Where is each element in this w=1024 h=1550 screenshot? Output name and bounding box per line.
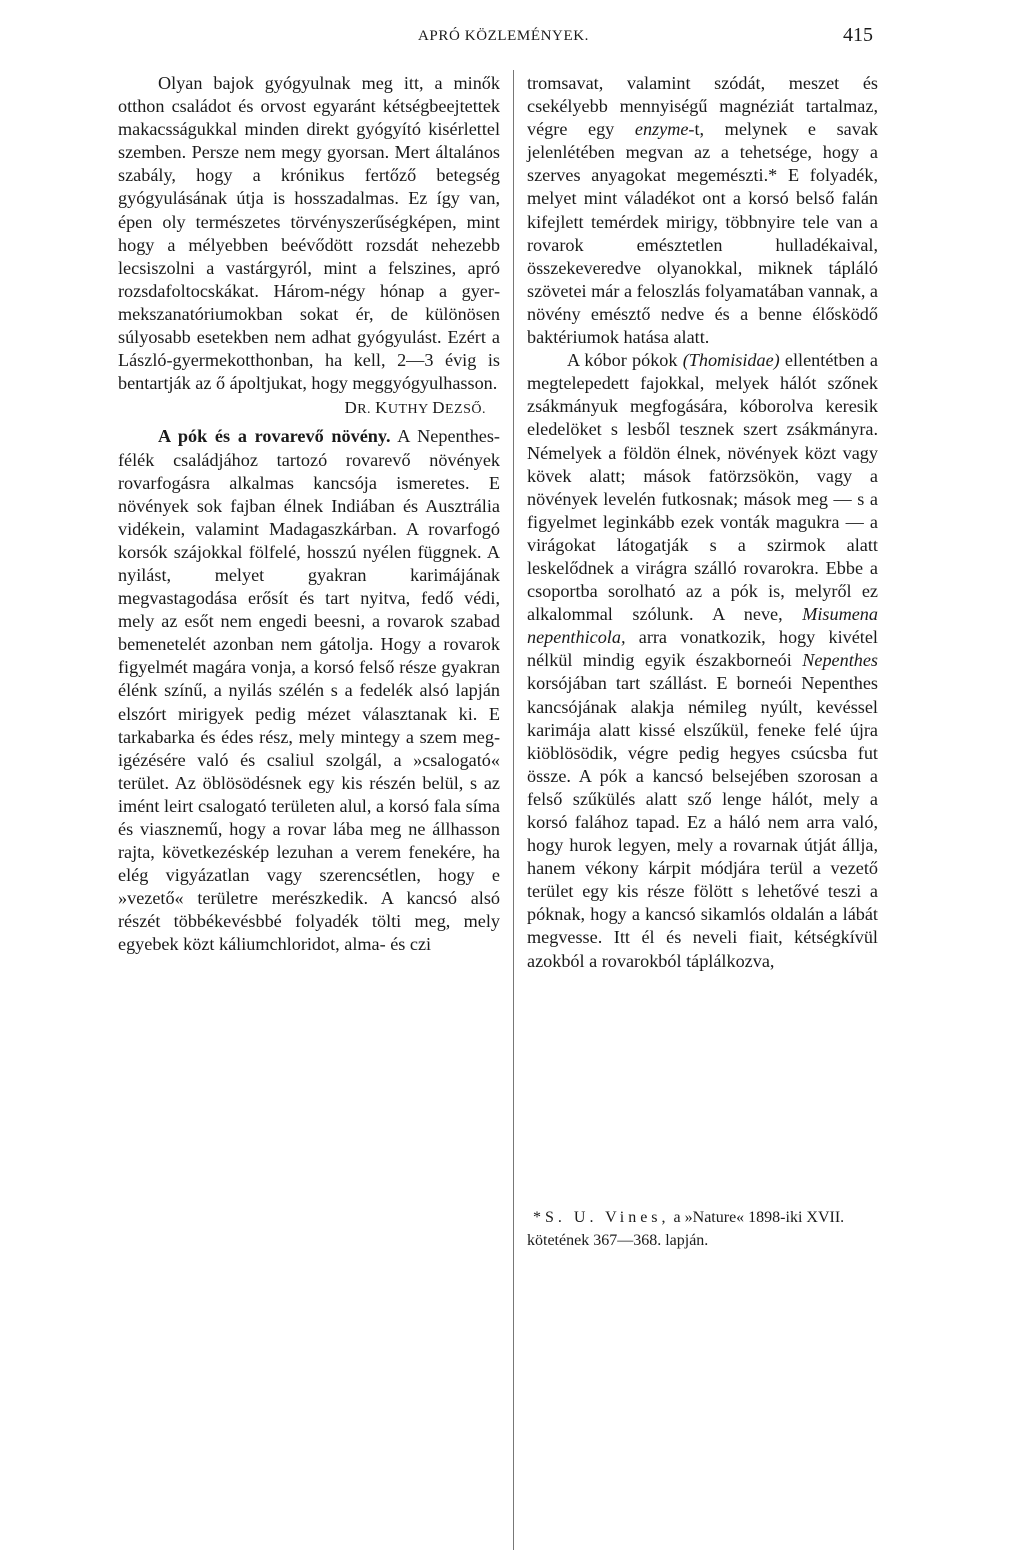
right-column [527,72,878,973]
paragraph-spider: A kóbor pókok (Thomisidae) ellentétben a megtelepedett fajokkal, melyek hálót szőnek zsákmányuk megfogására, kóborolva keresik eledelöket s lesből tesznek szert zsákmányra. Némelyek a földön élnek, növények közt vagy kövek alatt; mások fatörzsökön, vagy a növények levelén futkosnak; mások meg — s a figyelmet leginkább ezek vonták magukra — a virágokat látogatják s a szirmok alatt leskelődnek a virágra szálló rovarokra. Ebbe a csoportba sorolható az a pók is, melyről ez alkalommal szólunk. A neve, Misumena nepenthicola, arra vonatkozik, hogy kivétel nélkül mindig egyik északborneói Nepenthes korsójában tart szállást. E borneói Nepenthes kancsójának alakja némileg nyúlt, kevéssel karimája alatt kissé elszűkül, feneke felé újra kiöblösödik, végre pedig hegyes csúcsba fut össze. A pók a kancsó belsejében szorosan a felső szűkülés alatt sző lenge hálót, mely a korsó falához tapad. Ez a háló nem arra való, hogy hurok legyen, mely a rovarnak útját állja, hanem vékony kárpit módjára terül a vezető terület egy kis része fölött s lehetővé teszi a póknak, hogy a kancsó sikamlós oldalán a lábát megvesse. Itt él és neveli fiait, kétségkívül azokból a rovarokból táplálkozva, [527,350,879,971]
article-title: A pók és a rovarevő növény. [158,426,391,447]
footnote-author: S. U. Vines, [545,1209,670,1226]
paragraph-conclusion: Olyan bajok gyógyulnak meg itt, a minők otthon családot és orvost egyaránt kétségbeejtettek makacsságukkal minden direkt gyógyító kisérlettel szemben. Persze nem megy gyorsan. Mert általános szabály, hogy a krónikus fertőző betegség gyógyulásának útja is hosszadalmas. Ez így van, épen oly természetes törvényszerűségképen, mint hogy a mélyebben beévődött rozsdát nehezebb lecsiszolni a vastárgyról, mint a felszines, apró rozsdafoltocskákat. Három-négy hónap a gyermekszanatóriumokban sokat ér, de különösen súlyosabb esetekben nem adhat gyógyulást. Ezért a László-gyermekotthonban, ha kell, 2—3 évig is bentartják az ő ápoltjukat, hogy meggyógyulhasson. [118,73,500,394]
column-divider [513,70,514,1550]
paragraph-digestion: tromsavat, valamint szódát, meszet és csekélyebb mennyiségű magnéziát tartalmaz, végre egy enzyme-t, melynek e savak jelenlétében megvan az a tehetsége, hogy a szerves anyagokat megemészti.* E folyadék, melyet mint váladékot ont a korsó belső falán kifejlett temérdek mirigy, többnyire tele van a rovarok emésztetlen hulladékaival, összekeveredve olyanokkal, miknek tápláló szövetei már a feloszlás folyamatában vannak, a növény emésztő nedve és a benne élősködő baktériumok hatása alatt. [527,73,878,348]
footnote: * S. U. Vines, a »Nature« 1898-iki XVII. kötetének 367—368. lapján. [527,1209,845,1249]
page-number: 415 [843,24,873,46]
running-title: APRÓ KÖZLEMÉNYEK. [418,28,590,44]
running-head [0,24,1024,52]
author-signature: DR. KUTHY DEZSŐ. [344,398,486,418]
left-column [118,72,500,957]
paragraph-pitcher-plant: A pók és a rovarevő növény. A Nepenthes-félék családjához tartozó rovarevő növények rovarfogásra alkalmas kancsója ismeretes. E növények sok fajban élnek Indiában és Ausztrália vidékein, valamint Madagaszkárban. A rovarfogó korsók szájokkal fölfelé, hosszú nyélen függnek. A nyilást, melyet gyakran karimájának megvastagodása erősít és tart nyitva, fedő védi, mely az esőt nem engedi beesni, a rovarok szabad bemenetelét azonban nem gátolja. Hogy a rovarok figyelmét magára vonja, a korsó felső része gyakran élénk színű, a nyilás szélén s a fedelék alsó lapján elszórt mirigyek pedig mézet választanak ki. E tarkabarka és édes rész, mely mintegy a szem megigézésére való és csaliul szolgál, a »csalogató« terület. Az öblösödésnek egy kis részén belül, s az imént leirt csalogató területen alul, a korsó fala síma és viasznemű, hogy a rovar lába meg ne állhasson rajta, következéskép lezuhan a verem fenekére, ha elég vigyázatlan vagy szerencsétlen, hogy e »vezető« területre merészkedik. A kancsó alsó részét többékevésbbé folyadék tölti meg, mely egyebek közt káliumchloridot, alma- és czi [118,426,500,955]
